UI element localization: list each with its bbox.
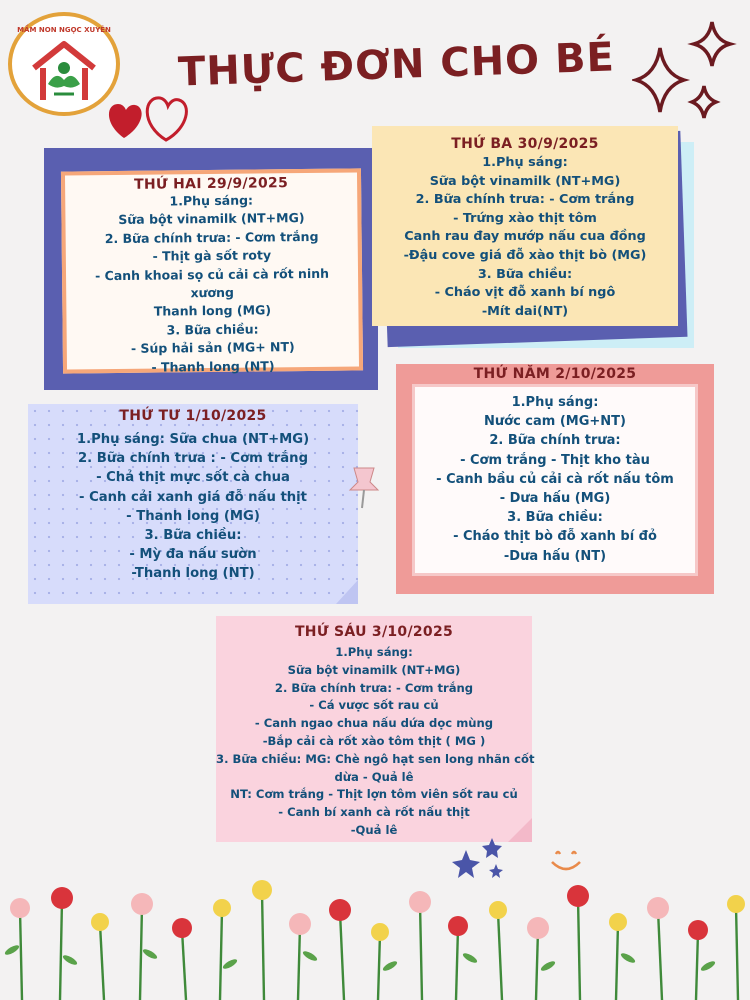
hearts-icon	[104, 88, 194, 148]
menu-line: - Cơm trắng - Thịt kho tàu	[460, 452, 650, 468]
menu-line: Sữa bột vinamilk (NT+MG)	[118, 210, 305, 228]
school-logo-label: MẦM NON NGỌC XUYÊN	[17, 26, 111, 34]
sparkle-stars-icon	[632, 18, 742, 128]
menu-line: - Trứng xào thịt tôm	[453, 210, 597, 226]
monday-heading: THỨ HAI 29/9/2025	[134, 175, 289, 193]
menu-line: - Canh bầu củ cải cà rốt nấu tôm	[436, 471, 674, 487]
pushpin-icon	[344, 462, 384, 512]
menu-line: - Chả thịt mực sốt cà chua	[96, 470, 290, 486]
menu-line: Thanh long (MG)	[153, 302, 272, 320]
menu-line: Canh rau đay mướp nấu cua đồng	[404, 229, 646, 245]
menu-line: 1.Phụ sáng:	[482, 155, 568, 170]
menu-line: dừa - Quả lê	[334, 769, 414, 784]
menu-line: -Thanh long (NT)	[131, 566, 255, 582]
thursday-card	[412, 384, 698, 576]
menu-line: Sữa bột vinamilk (NT+MG)	[429, 173, 621, 189]
menu-line: - Canh khoai sọ củ cải cà rốt ninh	[94, 265, 330, 283]
friday-heading: THỨ SÁU 3/10/2025	[294, 624, 454, 640]
wednesday-page-curl	[336, 580, 358, 604]
menu-line: 2. Bữa chính trưa: - Cơm trắng	[104, 228, 319, 246]
menu-line: 2. Bữa chính trưa:	[489, 433, 621, 449]
thursday-menu	[415, 393, 695, 566]
menu-line: -Bắp cải cà rốt xào tôm thịt ( MG )	[262, 733, 486, 748]
menu-line: - Thịt gà sốt roty	[152, 247, 272, 264]
menu-line: -Mít dai(NT)	[481, 303, 569, 319]
menu-line: 3. Bữa chiều: MG: Chè ngô hạt sen long nhãn cốt	[216, 751, 535, 766]
monday-card	[61, 168, 363, 373]
wednesday-card	[28, 404, 358, 604]
wednesday-menu	[28, 430, 358, 584]
page-title: THỰC ĐƠN CHO BÉ	[177, 34, 616, 96]
menu-line: - Cá vược sốt rau củ	[309, 698, 439, 713]
menu-line: Sữa bột vinamilk (NT+MG)	[287, 662, 461, 677]
house-icon	[28, 38, 100, 108]
friday-card	[216, 616, 535, 842]
menu-line: - Cháo vịt đỗ xanh bí ngô	[434, 285, 616, 301]
menu-line: Nước cam (MG+NT)	[484, 414, 626, 430]
menu-line: - Cháo thịt bò đỗ xanh bí đỏ	[453, 529, 657, 545]
menu-line: 2. Bữa chính trưa: - Cơm trắng	[274, 680, 474, 695]
menu-line: 1.Phụ sáng:	[169, 192, 254, 209]
tuesday-menu	[372, 154, 678, 321]
wednesday-heading: THỨ TƯ 1/10/2025	[119, 408, 267, 424]
friday-menu	[216, 644, 535, 840]
menu-line: 3. Bữa chiều:	[166, 321, 259, 338]
tuesday-card	[372, 126, 678, 326]
menu-line: xương	[190, 284, 235, 301]
menu-line: NT: Cơm trắng - Thịt lợn tôm viên sốt rau củ	[230, 787, 518, 802]
menu-line: 3. Bữa chiều:	[144, 528, 242, 544]
menu-line: -Quả lê	[350, 822, 398, 837]
menu-line: 3. Bữa chiều:	[477, 266, 573, 282]
menu-line: - Súp hải sản (MG+ NT)	[130, 339, 295, 357]
menu-line: 2. Bữa chính trưa : - Cơm trắng	[77, 451, 309, 467]
menu-line: - Thanh long (MG)	[126, 508, 260, 524]
menu-line: 1.Phụ sáng: Sữa chua (NT+MG)	[76, 432, 310, 447]
menu-line: 2. Bữa chính trưa: - Cơm trắng	[415, 192, 635, 208]
menu-line: - Canh ngao chua nấu dứa dọc mùng	[254, 716, 494, 731]
menu-line: - Dưa hấu (MG)	[499, 491, 611, 507]
menu-line: 1.Phụ sáng:	[511, 395, 599, 410]
monday-menu	[65, 190, 359, 377]
menu-line: 3. Bữa chiều:	[507, 510, 603, 526]
menu-line: - Mỳ đa nấu sườn	[129, 547, 257, 563]
menu-line: - Thanh long (NT)	[151, 358, 275, 375]
tuesday-heading: THỨ BA 30/9/2025	[451, 136, 599, 152]
thursday-heading: THỨ NĂM 2/10/2025	[473, 366, 637, 382]
menu-line: - Canh bí xanh cà rốt nấu thịt	[278, 805, 470, 820]
menu-line: -Đậu cove giá đỗ xào thịt bò (MG)	[403, 247, 647, 263]
flower-border-icon	[0, 870, 750, 1000]
menu-line: 1.Phụ sáng:	[335, 645, 413, 659]
menu-line: -Dưa hấu (NT)	[503, 548, 607, 564]
menu-line: - Canh cải xanh giá đỗ nấu thịt	[79, 489, 307, 505]
